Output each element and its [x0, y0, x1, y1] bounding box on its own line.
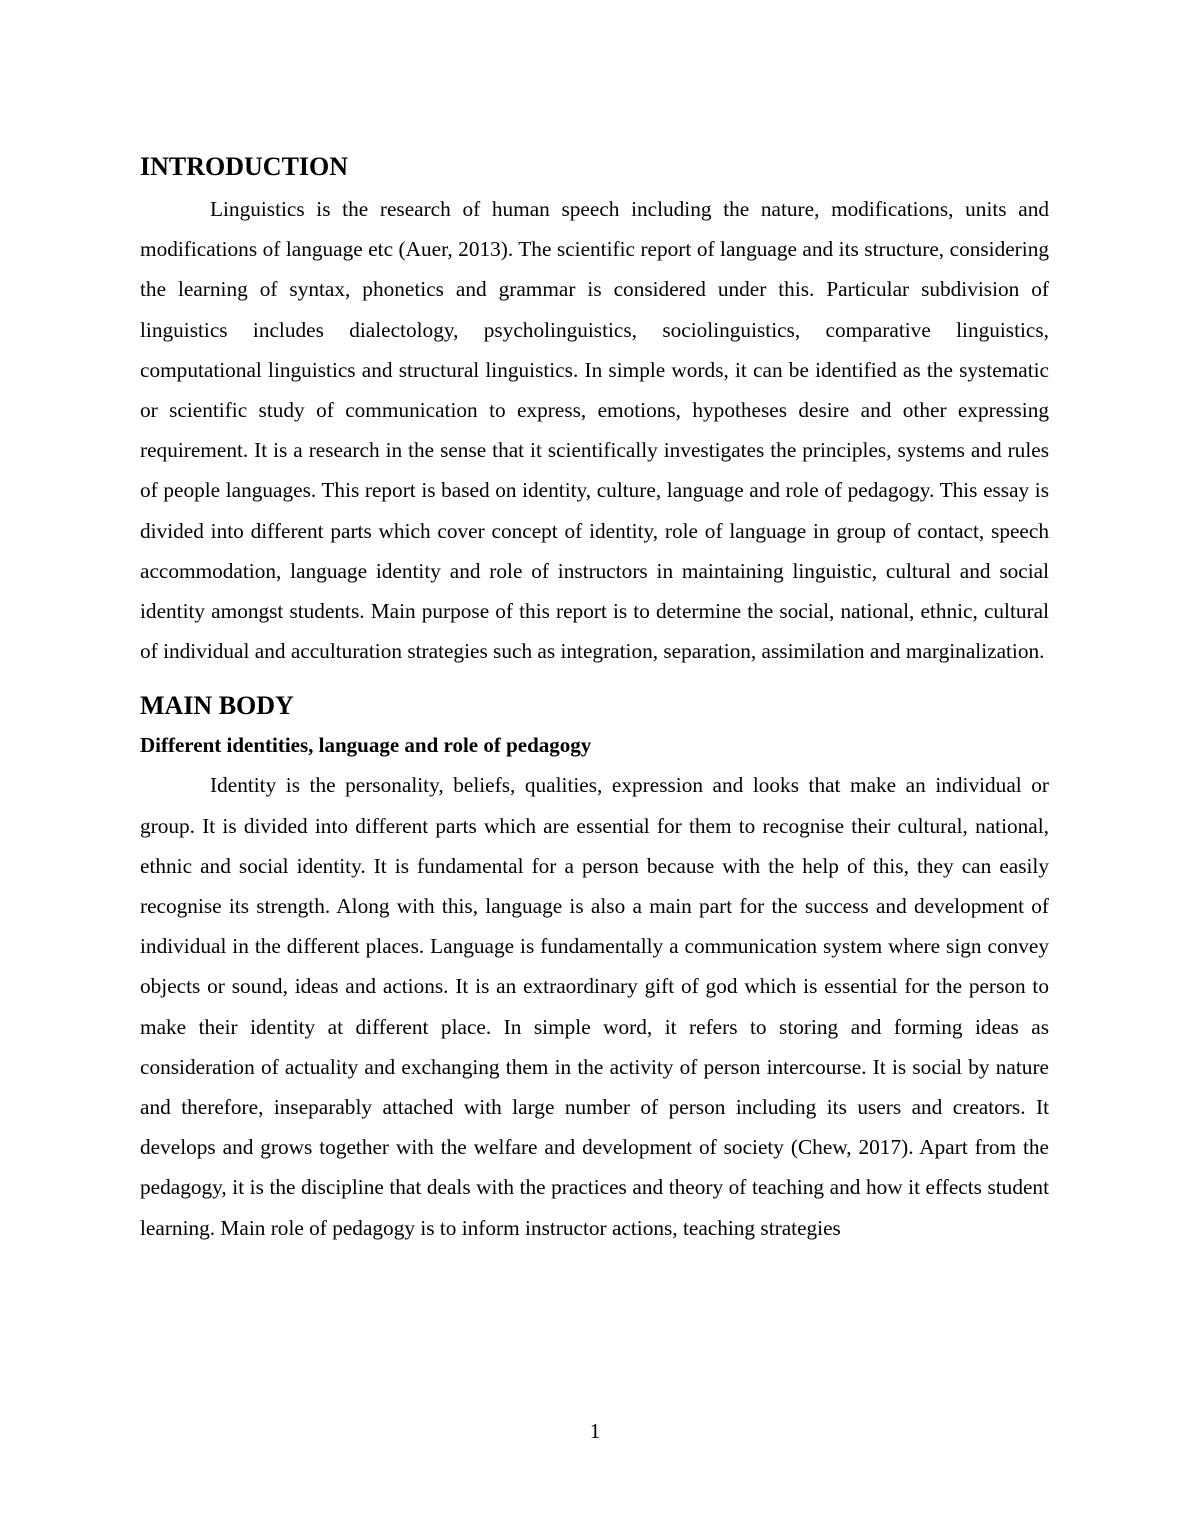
- introduction-paragraph: Linguistics is the research of human speech including the nature, modifications, units and modifications of language etc (Auer, 2013). The scientific report of language and its structure, considering the learning of syntax, phonetics and grammar is considered under this. Particular subdivision of linguistics includes dialectology, psycholinguistics, sociolinguistics, comparative linguistics, computational linguistics and structural linguistics. In simple words, it can be identified as the systematic or scientific study of communication to express, emotions, hypotheses desire and other expressing requirement. It is a research in the sense that it scientifically investigates the principles, systems and rules of people languages. This report is based on identity, culture, language and role of pedagogy. This essay is divided into different parts which cover concept of identity, role of language in group of contact, speech accommodation, language identity and role of instructors in maintaining linguistic, cultural and social identity amongst students. Main purpose of this report is to determine the social, national, ethnic, cultural of individual and acculturation strategies such as integration, separation, assimilation and marginalization.: [140, 197, 1049, 664]
- page-number: 1: [589, 1419, 601, 1443]
- main-body-heading: MAIN BODY: [140, 691, 294, 721]
- introduction-heading: INTRODUCTION: [140, 152, 349, 181]
- section-subheading: Different identities, language and role of pedagogy: [140, 733, 592, 758]
- page-content: [140, 148, 1049, 1248]
- main-body-paragraph: Identity is the personality, beliefs, qualities, expression and looks that make an individual or group. It is divided into different parts which are essential for them to recognise their cultural, national, ethnic and social identity. It is fundamental for a person because with the help of this, they can easily recognise its strength. Along with this, language is also a main part for the success and development of individual in the different places. Language is fundamentally a communication system where sign convey objects or sound, ideas and actions. It is an extraordinary gift of god which is essential for the person to make their identity at different place. In simple word, it refers to storing and forming ideas as consideration of actuality and exchanging them in the activity of person intercourse. It is social by nature and therefore, inseparably attached with large number of person including its users and creators. It develops and grows together with the welfare and development of society (Chew, 2017). Apart from the pedagogy, it is the discipline that deals with the practices and theory of teaching and how it effects student learning. Main role of pedagogy is to inform instructor actions, teaching strategies: [140, 773, 1049, 1240]
